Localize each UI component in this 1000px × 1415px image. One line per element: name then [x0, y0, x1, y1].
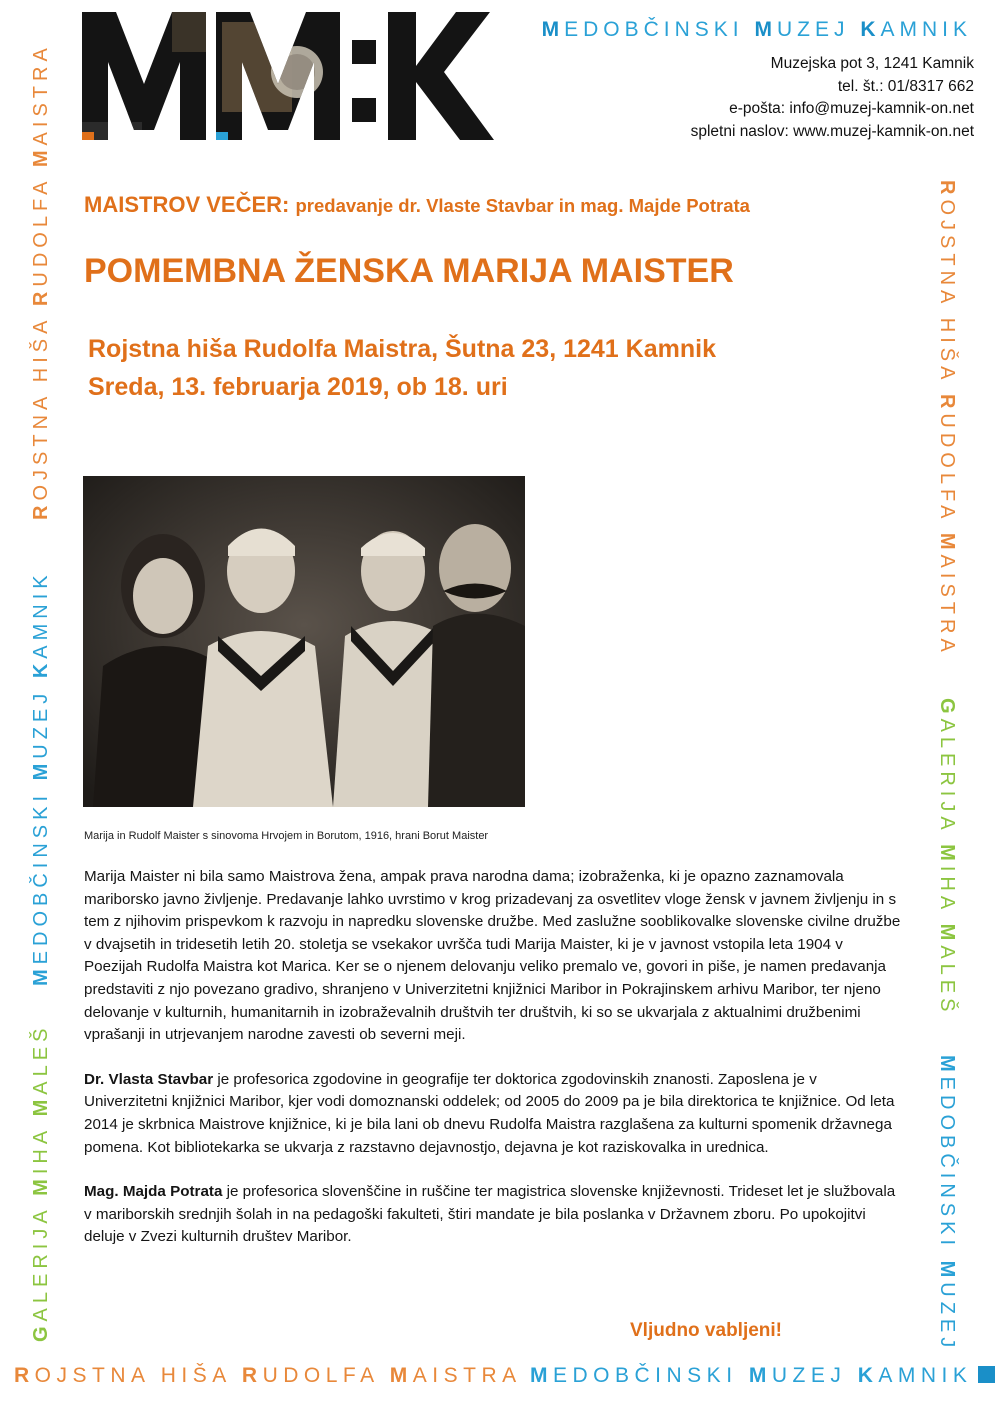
frame-cap: M: [936, 532, 958, 555]
body-text: [84, 866, 904, 1271]
frame-right-blue: [935, 1055, 958, 1352]
frame-cap: R: [936, 180, 958, 200]
frame-left-blue: [30, 570, 53, 986]
name-part: UZEJ: [776, 18, 861, 41]
square-icon: [978, 1366, 995, 1383]
frame-left-green: [30, 1024, 53, 1342]
frame-cap: M: [30, 145, 52, 168]
frame-right-green: [935, 698, 958, 1016]
frame-cap: M: [30, 758, 52, 781]
frame-bottom-right: [530, 1364, 995, 1388]
phone: tel. št.: 01/8317 662: [837, 77, 974, 95]
frame-part: UZEJ: [771, 1364, 858, 1387]
name-part: AMNIK: [880, 18, 972, 41]
frame-part: AISTRA: [936, 554, 958, 657]
event-venue: Rojstna hiša Rudolfa Maistra, Šutna 23, 1241 Kamnik: [88, 335, 716, 363]
photo-caption: Marija in Rudolf Maister s sinovoma Hrvojem in Borutom, 1916, hrani Borut Maister: [84, 830, 489, 842]
frame-cap: M: [30, 1094, 52, 1117]
paragraph-potrata: [84, 1181, 904, 1249]
frame-cap: M: [936, 923, 958, 946]
event-title: POMEMBNA ŽENSKA MARIJA MAISTER: [84, 252, 734, 290]
frame-part: ALEŠ: [30, 1023, 52, 1095]
paragraph-stavbar: [84, 1069, 904, 1159]
speaker-bio: je profesorica zgodovine in geografije ter doktorica zgodovinskih znanosti. Zaposlena je v Univerzitetni knjižnici Maribor, kjer vodi domoznanski oddelek; od 2005 do 2009 pa je bila direktorica te knjižnice. Od leta 2014 je skrbnica Maistrove knjižnice, ki je bila lani ob dnevu Rudolfa Maistra razglašena za kulturni spomenik državnega pomena. Kot bibliotekarka se ukvarja z razstavno dejavnostjo, dejavna je kot raziskovalka in urednica.: [84, 1070, 895, 1156]
frame-cap: G: [936, 698, 958, 719]
frame-part: IHA: [936, 865, 958, 924]
frame-left-orange: [30, 43, 53, 520]
frame-part: UZEJ: [936, 1282, 958, 1353]
frame-part: AMNIK: [878, 1364, 973, 1387]
frame-cap: R: [14, 1364, 35, 1387]
contact-block: [691, 53, 974, 143]
speaker-bio: je profesorica slovenščine in ruščine ter magistrica slovenske književnosti. Trideset let je službovala v mariborskih srednjih šolah in na pedagoški fakulteti, štiri mandate je bila poslanka v Državnem zboru. Po upokojitvi deluje v Zvezi kulturnih društev Maribor.: [84, 1183, 896, 1246]
frame-part: UDOLFA: [936, 413, 958, 533]
frame-bottom-left: [14, 1364, 522, 1388]
name-cap: K: [860, 18, 881, 41]
frame-part: ALERIJA: [30, 1195, 52, 1322]
frame-cap: K: [857, 1364, 879, 1387]
frame-cap: M: [30, 964, 52, 986]
museum-logo: [82, 12, 497, 140]
frame-part: OJSTNA HIŠA: [34, 1364, 242, 1387]
address: Muzejska pot 3, 1241 Kamnik: [770, 55, 974, 72]
frame-cap: M: [30, 1174, 52, 1196]
museum-name: [542, 18, 972, 42]
frame-part: AMNIK: [30, 570, 52, 659]
frame-part: ALERIJA: [936, 718, 958, 845]
email-link[interactable]: e-pošta: info@muzej-kamnik-on.net: [729, 100, 974, 117]
frame-cap: M: [936, 1260, 958, 1283]
event-date: Sreda, 13. februarja 2019, ob 18. uri: [88, 373, 508, 401]
frame-part: ALEŠ: [936, 945, 958, 1017]
frame-cap: M: [389, 1364, 413, 1387]
frame-cap: M: [748, 1364, 772, 1387]
frame-part: EDOBČINSKI: [30, 780, 52, 965]
frame-part: AISTRA: [412, 1364, 522, 1387]
frame-part: UDOLFA: [30, 167, 52, 287]
frame-cap: K: [30, 658, 52, 679]
frame-part: OJSTNA HIŠA: [936, 199, 958, 394]
frame-cap: G: [30, 1321, 52, 1342]
frame-cap: R: [936, 393, 958, 414]
frame-cap: M: [936, 1055, 958, 1077]
frame-part: EDOBČINSKI: [553, 1364, 749, 1387]
frame-part: UDOLFA: [262, 1364, 390, 1387]
name-part: EDOBČINSKI: [564, 18, 755, 41]
frame-cap: R: [30, 500, 52, 520]
speaker-name: Mag. Majda Potrata: [84, 1183, 223, 1201]
frame-cap: R: [30, 286, 52, 307]
closing-invitation: Vljudno vabljeni!: [630, 1320, 783, 1341]
frame-part: OJSTNA HIŠA: [30, 306, 52, 501]
frame-part: IHA: [30, 1116, 52, 1175]
frame-cap: R: [241, 1364, 263, 1387]
event-lecture: predavanje dr. Vlaste Stavbar in mag. Majde Potrata: [295, 195, 750, 216]
frame-part: UZEJ: [30, 678, 52, 759]
name-cap: M: [541, 18, 565, 41]
website-link[interactable]: spletni naslov: www.muzej-kamnik-on.net: [690, 122, 974, 140]
paragraph-intro: Marija Maister ni bila samo Maistrova žena, ampak prava narodna dama; izobraženka, ki je opazno zaznamovala mariborsko javno življenje. Predavanje lahko uvrstimo v krog prizadevanj za osvetlitev vloge žensk v javnem življenju in s tem z njihovim prispevkom k razvoju in napredku slovenske družbe. Med zaslužne sooblikovalke slovenske civilne družbe v dvajsetih in tridesetih letih 20. stoletja se vsekakor uvršča tudi Marija Maister, ki je v javnost vstopila leta 1904 v Poezijah Rudolfa Maistra kot Marica. Ker se o njenem delovanju veliko premalo ve, govori in piše, je namen predavanja predstaviti z njo povezano gradivo, shranjeno v Univerzitetni knjižnici Maribor in Pokrajinskem arhivu Maribor, ter njeno delovanje v kulturnih, humanitarnih in izobraževalnih društvih ter društvih, ki so se ukvarjala z aktualnimi družbenimi vprašanji in utrjevanjem narodne zavesti ob severni meji.: [84, 868, 901, 1044]
frame-cap: M: [936, 844, 958, 866]
event-venue-block: [88, 330, 716, 406]
frame-part: EDOBČINSKI: [936, 1076, 958, 1261]
name-cap: M: [754, 18, 777, 41]
family-photo: [83, 476, 525, 807]
event-kicker: [84, 192, 750, 218]
event-series: MAISTROV VEČER:: [84, 192, 290, 217]
speaker-name: Dr. Vlasta Stavbar: [84, 1070, 214, 1088]
frame-cap: M: [530, 1364, 553, 1387]
frame-part: AISTRA: [30, 43, 52, 146]
frame-right-orange: [935, 180, 958, 657]
